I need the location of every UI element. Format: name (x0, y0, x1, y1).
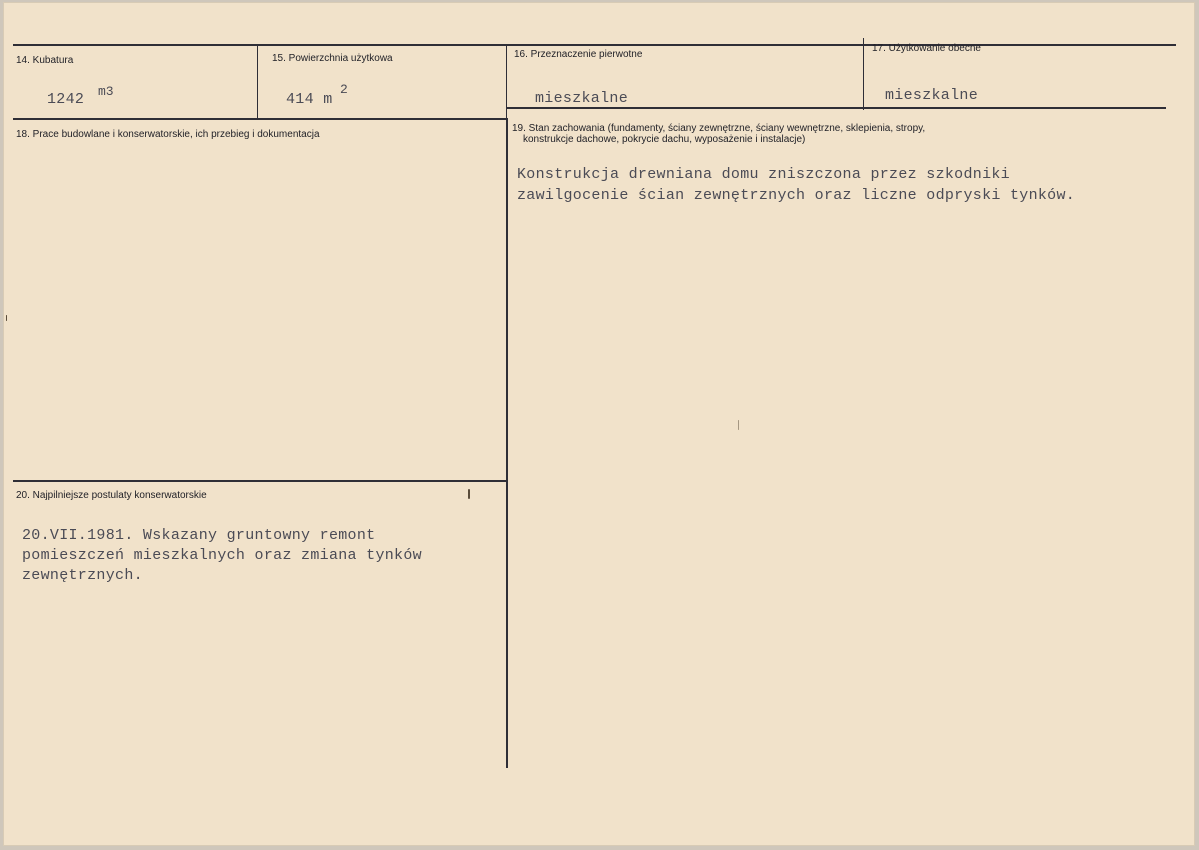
top-rule (13, 44, 1176, 46)
paper-speck (468, 489, 470, 499)
field-16-label: 16. Przeznaczenie pierwotne (514, 49, 643, 60)
field-18-label: 18. Prace budowlane i konserwatorskie, ich przebieg i dokumentacja (16, 129, 320, 140)
field-15-value: 414 m (286, 91, 333, 108)
field-20-text-line2: pomieszczeń mieszkalnych oraz zmiana tynków (22, 547, 422, 564)
section-20-top-rule (13, 480, 506, 482)
header-divider-rule (13, 118, 506, 120)
field-17-label: 17. Użytkowanie obecne (872, 43, 981, 54)
field-16-value: mieszkalne (535, 90, 629, 107)
field-19-label-line1: 19. Stan zachowania (fundamenty, ściany zewnętrzne, ściany wewnętrzne, sklepienia, stropy, (512, 123, 926, 134)
field-20-text-line1: 20.VII.1981. Wskazany gruntowny remont (22, 527, 376, 544)
field-14-value: 1242 (47, 91, 85, 108)
paper-speck (6, 315, 7, 321)
field-15-unit: 2 (340, 82, 348, 97)
divider-16-17 (863, 38, 864, 110)
divider-14-15 (257, 44, 258, 120)
field-14-unit: m3 (98, 84, 114, 99)
paper-speck (738, 420, 739, 430)
field-20-label: 20. Najpilniejsze postulaty konserwatorskie (16, 490, 207, 501)
field-14-label: 14. Kubatura (16, 55, 74, 66)
field-17-value: mieszkalne (885, 87, 979, 104)
header-divider-rule-right (506, 107, 1166, 109)
divider-15-16 (506, 44, 507, 120)
field-19-text-line1: Konstrukcja drewniana domu zniszczona przez szkodniki (517, 166, 1010, 183)
main-column-divider (506, 118, 508, 768)
field-15-label: 15. Powierzchnia użytkowa (272, 53, 393, 64)
record-card (3, 2, 1195, 846)
field-19-text-line2: zawilgocenie ścian zewnętrznych oraz liczne odpryski tynków. (517, 187, 1076, 204)
field-19-label-line2: konstrukcje dachowe, pokrycie dachu, wyposażenie i instalacje) (523, 134, 806, 145)
field-20-text-line3: zewnętrznych. (22, 567, 143, 584)
